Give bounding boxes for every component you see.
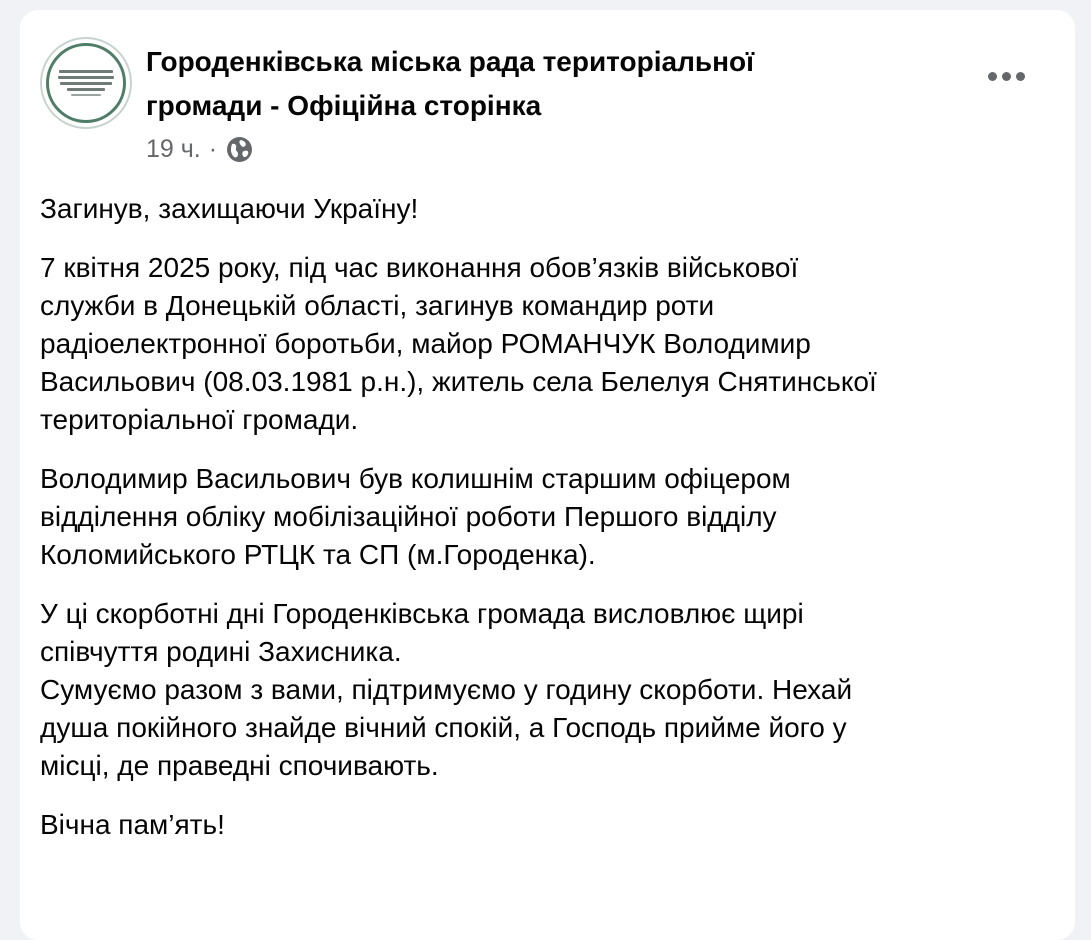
page-avatar[interactable] [40,37,132,129]
post-text [40,190,1030,865]
post-paragraph: Володимир Васильович був колишнім старшим офіцером відділення обліку мобілізаційної роботи Першого відділу Коломийського РТЦК та СП (м.Городенка). [40,463,791,570]
page-name-line-1: Городенківська міська рада територіальної [146,46,754,77]
page-name-link[interactable] [146,40,906,128]
post-paragraph: Вічна пам’ять! [40,809,225,840]
post-paragraph: Загинув, захищаючи Україну! [40,193,419,224]
post-meta [146,131,253,167]
more-options-icon[interactable] [970,54,1042,98]
globe-icon[interactable] [225,135,253,163]
municipal-logo-icon [46,43,126,123]
post-card [20,10,1075,940]
post-timestamp[interactable]: 19 ч. [146,134,201,163]
page-name-line-2: громади - Офіційна сторінка [146,90,542,121]
post-paragraph: 7 квітня 2025 року, під час виконання обов’язків військової служби в Донецькій області, загинув командир роти радіоелектронної боротьби, майор РОМАНЧУК Володимир Васильович (08.03.1981 р.н.), житель села Белелуя Снятинської територіальної громади. [40,252,877,435]
meta-separator: · [208,134,218,163]
post-paragraph: У ці скорботні дні Городенківська громада висловлює щирі співчуття родині Захисника. Сумуємо разом з вами, підтримуємо у годину скорботи. Нехай душа покійного знайде вічний спокій, а Господь прийме його у місці, де праведні спочивають. [40,598,853,781]
